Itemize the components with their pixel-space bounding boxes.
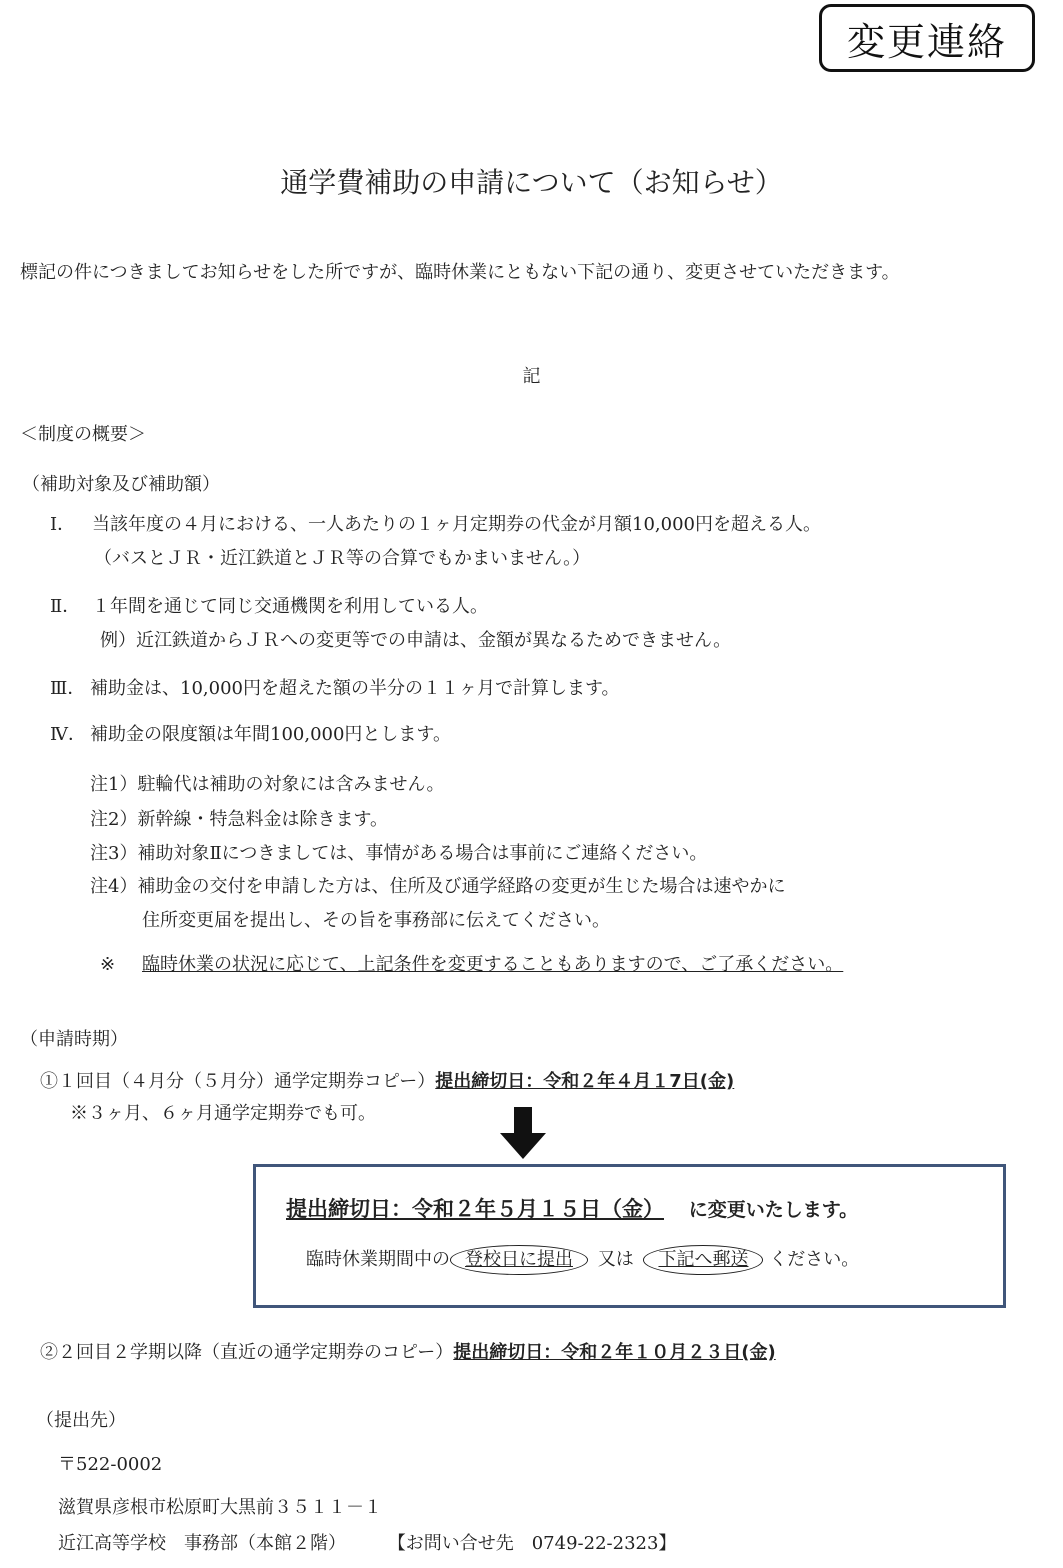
new-deadline: 提出締切日：令和２年５月１５日（金）	[286, 1197, 664, 1221]
second-round-row	[40, 1342, 776, 1364]
item-3-marker: Ⅲ．	[50, 678, 86, 699]
overview-heading: ＜制度の概要＞	[20, 424, 146, 445]
period-heading: （申請時期）	[20, 1029, 128, 1050]
item-2-marker: Ⅱ．	[50, 596, 81, 617]
first-round-deadline: 提出締切日：令和２年４月１7日(金)	[435, 1071, 735, 1092]
change-deadline-row	[286, 1197, 858, 1222]
down-arrow-icon	[500, 1107, 546, 1159]
item-1-marker: Ⅰ．	[50, 514, 76, 535]
note-3: 注3）補助対象Ⅱにつきましては、事情がある場合は事前にご連絡ください。	[90, 843, 708, 864]
method-suffix: ください。	[769, 1249, 860, 1270]
target-heading: （補助対象及び補助額）	[22, 474, 220, 495]
second-round-label: ②２回目２学期以降（直近の通学定期券のコピー）	[40, 1342, 454, 1363]
first-round-row	[40, 1071, 734, 1093]
option-mail-below: 下記へ郵送	[643, 1245, 763, 1275]
item-4-marker: Ⅳ．	[50, 724, 86, 745]
ki-heading: 記	[522, 366, 541, 387]
note-4-line2: 住所変更届を提出し、その旨を事務部に伝えてください。	[142, 910, 610, 931]
item-3-text: 補助金は、10,000円を超えた額の半分の１１ヶ月で計算します。	[90, 678, 620, 699]
note-1: 注1）駐輪代は補助の対象には含みません。	[90, 774, 445, 795]
star-note: 臨時休業の状況に応じて、上記条件を変更することもありますので、ご了承ください。	[142, 954, 844, 975]
change-notice-box	[253, 1164, 1006, 1308]
postal-code: 〒522-0002	[58, 1454, 163, 1475]
address: 滋賀県彦根市松原町大黒前３５１１－１	[58, 1497, 382, 1518]
intro-text: 標記の件につきましてお知らせをした所ですが、臨時休業にともない下記の通り、変更させていただきます。	[20, 262, 900, 283]
option-submit-on-school-day: 登校日に提出	[450, 1245, 588, 1275]
item-4-text: 補助金の限度額は年間100,000円とします。	[90, 724, 451, 745]
submit-heading: （提出先）	[36, 1410, 126, 1431]
item-1-subtext: （バスとＪＲ・近江鉄道とＪＲ等の合算でもかまいません。）	[94, 548, 591, 569]
second-round-deadline: 提出締切日：令和２年１０月２３日(金)	[453, 1342, 776, 1363]
method-prefix: 臨時休業期間中の	[306, 1249, 450, 1270]
contact-info: 【お問い合せ先 0749-22-2323】	[387, 1533, 677, 1554]
submission-method-row	[306, 1245, 859, 1275]
or-text: 又は	[597, 1249, 634, 1270]
star-mark: ※	[100, 954, 116, 975]
note-4-line1: 注4）補助金の交付を申請した方は、住所及び通学経路の変更が生じた場合は速やかに	[90, 876, 786, 897]
item-2-text: １年間を通じて同じ交通機関を利用している人。	[92, 596, 488, 617]
first-round-label: ①１回目（４月分（５月分）通学定期券コピー）	[40, 1071, 436, 1092]
note-2: 注2）新幹線・特急料金は除きます。	[90, 809, 389, 830]
school-office-row	[58, 1533, 676, 1555]
first-round-note: ※３ヶ月、６ヶ月通学定期券でも可。	[70, 1103, 376, 1124]
change-notice-badge: 変更連絡	[819, 4, 1035, 72]
change-suffix: に変更いたします。	[688, 1199, 859, 1221]
item-2-subtext: 例）近江鉄道からＪＲへの変更等での申請は、金額が異なるためできません。	[100, 630, 732, 651]
school-office: 近江高等学校 事務部（本館２階）	[58, 1533, 346, 1554]
item-1-text: 当該年度の４月における、一人あたりの１ヶ月定期券の代金が月額10,000円を超える人。	[92, 514, 821, 535]
page-title: 通学費補助の申請について（お知らせ）	[280, 166, 783, 199]
